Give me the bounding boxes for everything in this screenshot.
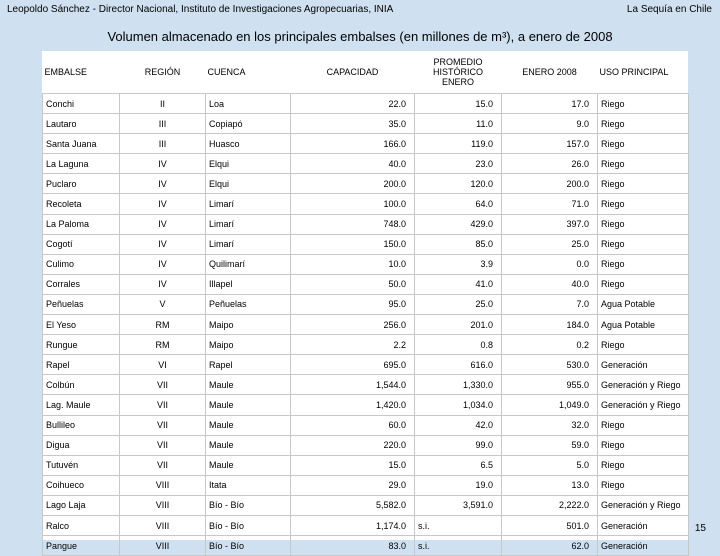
cell-capacidad: 2.2 xyxy=(291,335,415,355)
cell-uso: Riego xyxy=(598,134,689,154)
cell-enero-2008: 0.0 xyxy=(502,254,598,274)
cell-enero-2008: 17.0 xyxy=(502,94,598,114)
cell-embalse: Santa Juana xyxy=(43,134,120,154)
cell-cuenca: Elqui xyxy=(206,154,291,174)
cell-region: VIII xyxy=(120,515,206,535)
table-row xyxy=(43,194,689,214)
cell-promedio: 3,591.0 xyxy=(415,495,502,515)
cell-embalse: Rapel xyxy=(43,355,120,375)
col-header-promedio: PROMEDIO HISTÓRICO ENERO xyxy=(432,57,483,87)
cell-capacidad: 220.0 xyxy=(291,435,415,455)
table-row xyxy=(43,375,689,395)
cell-enero-2008: 62.0 xyxy=(502,536,598,556)
cell-promedio: 120.0 xyxy=(415,174,502,194)
cell-promedio: 1,330.0 xyxy=(415,375,502,395)
cell-embalse: El Yeso xyxy=(43,315,120,335)
cell-promedio: 85.0 xyxy=(415,234,502,254)
cell-capacidad: 100.0 xyxy=(291,194,415,214)
cell-enero-2008: 32.0 xyxy=(502,415,598,435)
cell-region: V xyxy=(120,294,206,314)
cell-embalse: Bullileo xyxy=(43,415,120,435)
table-row xyxy=(43,315,689,335)
cell-uso: Generación y Riego xyxy=(598,395,689,415)
cell-uso: Riego xyxy=(598,335,689,355)
cell-uso: Riego xyxy=(598,415,689,435)
cell-cuenca: Maipo xyxy=(206,335,291,355)
cell-cuenca: Bío - Bío xyxy=(206,495,291,515)
cell-promedio: 23.0 xyxy=(415,154,502,174)
cell-uso: Riego xyxy=(598,234,689,254)
cell-uso: Generación xyxy=(598,355,689,375)
cell-cuenca: Limarí xyxy=(206,194,291,214)
cell-cuenca: Illapel xyxy=(206,274,291,294)
cell-promedio: 3.9 xyxy=(415,254,502,274)
cell-capacidad: 83.0 xyxy=(291,536,415,556)
table-header-row xyxy=(43,51,689,94)
cell-embalse: Cogotí xyxy=(43,234,120,254)
cell-region: III xyxy=(120,114,206,134)
cell-embalse: Conchi xyxy=(43,94,120,114)
cell-cuenca: Bío - Bío xyxy=(206,515,291,535)
table-row xyxy=(43,294,689,314)
cell-promedio: 25.0 xyxy=(415,294,502,314)
cell-region: IV xyxy=(120,234,206,254)
cell-cuenca: Maule xyxy=(206,395,291,415)
cell-uso: Generación y Riego xyxy=(598,495,689,515)
cell-uso: Riego xyxy=(598,274,689,294)
cell-cuenca: Copiapó xyxy=(206,114,291,134)
cell-enero-2008: 530.0 xyxy=(502,355,598,375)
cell-embalse: Coihueco xyxy=(43,475,120,495)
cell-region: VIII xyxy=(120,536,206,556)
cell-capacidad: 150.0 xyxy=(291,234,415,254)
cell-cuenca: Quilimarí xyxy=(206,254,291,274)
cell-promedio: 1,034.0 xyxy=(415,395,502,415)
cell-cuenca: Elqui xyxy=(206,174,291,194)
cell-enero-2008: 7.0 xyxy=(502,294,598,314)
presenter-header: Leopoldo Sánchez - Director Nacional, Instituto de Investigaciones Agropecuarias, INIA xyxy=(7,4,394,15)
cell-capacidad: 50.0 xyxy=(291,274,415,294)
cell-enero-2008: 157.0 xyxy=(502,134,598,154)
cell-enero-2008: 71.0 xyxy=(502,194,598,214)
cell-uso: Riego xyxy=(598,475,689,495)
cell-enero-2008: 0.2 xyxy=(502,335,598,355)
cell-promedio: 64.0 xyxy=(415,194,502,214)
cell-region: IV xyxy=(120,194,206,214)
cell-embalse: La Paloma xyxy=(43,214,120,234)
table-row xyxy=(43,475,689,495)
cell-promedio: 0.8 xyxy=(415,335,502,355)
cell-enero-2008: 397.0 xyxy=(502,214,598,234)
cell-region: II xyxy=(120,94,206,114)
cell-capacidad: 1,174.0 xyxy=(291,515,415,535)
cell-cuenca: Maule xyxy=(206,375,291,395)
cell-capacidad: 95.0 xyxy=(291,294,415,314)
cell-cuenca: Itata xyxy=(206,475,291,495)
cell-embalse: Digua xyxy=(43,435,120,455)
cell-enero-2008: 501.0 xyxy=(502,515,598,535)
table-row xyxy=(43,134,689,154)
col-header-cuenca: CUENCA xyxy=(207,67,246,77)
cell-enero-2008: 25.0 xyxy=(502,234,598,254)
table-body xyxy=(43,94,689,556)
cell-uso: Riego xyxy=(598,154,689,174)
cell-enero-2008: 13.0 xyxy=(502,475,598,495)
cell-promedio: 429.0 xyxy=(415,214,502,234)
cell-uso: Generación xyxy=(598,515,689,535)
cell-enero-2008: 40.0 xyxy=(502,274,598,294)
cell-embalse: Tutuvén xyxy=(43,455,120,475)
col-header-embalse: EMBALSE xyxy=(44,67,88,77)
col-header-uso: USO PRINCIPAL xyxy=(599,67,669,77)
cell-capacidad: 10.0 xyxy=(291,254,415,274)
cell-cuenca: Limarí xyxy=(206,214,291,234)
reservoir-table xyxy=(42,51,689,556)
cell-embalse: Lag. Maule xyxy=(43,395,120,415)
col-header-enero-2008: ENERO 2008 xyxy=(522,67,577,77)
cell-embalse: Rungue xyxy=(43,335,120,355)
cell-region: IV xyxy=(120,214,206,234)
cell-promedio: 41.0 xyxy=(415,274,502,294)
cell-uso: Riego xyxy=(598,435,689,455)
cell-cuenca: Rapel xyxy=(206,355,291,375)
cell-region: III xyxy=(120,134,206,154)
cell-promedio: 99.0 xyxy=(415,435,502,455)
table-row xyxy=(43,495,689,515)
cell-enero-2008: 2,222.0 xyxy=(502,495,598,515)
cell-embalse: Pangue xyxy=(43,536,120,556)
cell-region: VIII xyxy=(120,475,206,495)
cell-promedio: 201.0 xyxy=(415,315,502,335)
cell-embalse: Peñuelas xyxy=(43,294,120,314)
table-row xyxy=(43,154,689,174)
cell-cuenca: Maule xyxy=(206,455,291,475)
cell-promedio: 119.0 xyxy=(415,134,502,154)
cell-capacidad: 1,544.0 xyxy=(291,375,415,395)
cell-region: IV xyxy=(120,154,206,174)
cell-region: VI xyxy=(120,355,206,375)
cell-embalse: Ralco xyxy=(43,515,120,535)
cell-uso: Riego xyxy=(598,114,689,134)
cell-cuenca: Loa xyxy=(206,94,291,114)
cell-capacidad: 35.0 xyxy=(291,114,415,134)
cell-promedio: s.i. xyxy=(415,536,502,556)
table-row xyxy=(43,415,689,435)
cell-cuenca: Bío - Bío xyxy=(206,536,291,556)
cell-uso: Generación y Riego xyxy=(598,375,689,395)
table-row xyxy=(43,114,689,134)
cell-promedio: s.i. xyxy=(415,515,502,535)
cell-cuenca: Maule xyxy=(206,415,291,435)
cell-capacidad: 748.0 xyxy=(291,214,415,234)
col-header-capacidad: CAPACIDAD xyxy=(326,67,379,77)
cell-region: VII xyxy=(120,415,206,435)
cell-promedio: 6.5 xyxy=(415,455,502,475)
table-row xyxy=(43,536,689,556)
cell-capacidad: 5,582.0 xyxy=(291,495,415,515)
cell-region: RM xyxy=(120,335,206,355)
table-row xyxy=(43,234,689,254)
cell-embalse: Corrales xyxy=(43,274,120,294)
table-row xyxy=(43,274,689,294)
cell-region: IV xyxy=(120,254,206,274)
cell-embalse: Lautaro xyxy=(43,114,120,134)
cell-uso: Riego xyxy=(598,194,689,214)
table-row xyxy=(43,335,689,355)
table-row xyxy=(43,395,689,415)
table-row xyxy=(43,94,689,114)
cell-uso: Riego xyxy=(598,94,689,114)
cell-enero-2008: 184.0 xyxy=(502,315,598,335)
cell-embalse: La Laguna xyxy=(43,154,120,174)
cell-promedio: 616.0 xyxy=(415,355,502,375)
cell-region: VII xyxy=(120,375,206,395)
cell-uso: Riego xyxy=(598,254,689,274)
cell-capacidad: 40.0 xyxy=(291,154,415,174)
cell-region: RM xyxy=(120,315,206,335)
cell-promedio: 15.0 xyxy=(415,94,502,114)
cell-uso: Agua Potable xyxy=(598,294,689,314)
cell-enero-2008: 5.0 xyxy=(502,455,598,475)
table-row xyxy=(43,435,689,455)
cell-enero-2008: 59.0 xyxy=(502,435,598,455)
cell-capacidad: 166.0 xyxy=(291,134,415,154)
cell-embalse: Culimo xyxy=(43,254,120,274)
cell-region: VIII xyxy=(120,495,206,515)
cell-promedio: 11.0 xyxy=(415,114,502,134)
cell-promedio: 42.0 xyxy=(415,415,502,435)
cell-embalse: Lago Laja xyxy=(43,495,120,515)
reservoir-table-panel xyxy=(42,51,688,551)
cell-uso: Riego xyxy=(598,174,689,194)
cell-enero-2008: 955.0 xyxy=(502,375,598,395)
table-row xyxy=(43,355,689,375)
cell-embalse: Recoleta xyxy=(43,194,120,214)
page-number: 15 xyxy=(694,523,706,534)
cell-region: VII xyxy=(120,435,206,455)
cell-region: IV xyxy=(120,174,206,194)
cell-embalse: Colbún xyxy=(43,375,120,395)
col-header-region: REGIÓN xyxy=(144,67,181,77)
cell-region: IV xyxy=(120,274,206,294)
cell-cuenca: Maipo xyxy=(206,315,291,335)
cell-uso: Agua Potable xyxy=(598,315,689,335)
cell-uso: Riego xyxy=(598,455,689,475)
cell-enero-2008: 200.0 xyxy=(502,174,598,194)
cell-uso: Riego xyxy=(598,214,689,234)
table-row xyxy=(43,515,689,535)
topic-header: La Sequía en Chile xyxy=(626,4,712,15)
cell-cuenca: Maule xyxy=(206,435,291,455)
table-row xyxy=(43,214,689,234)
table-row xyxy=(43,455,689,475)
cell-capacidad: 29.0 xyxy=(291,475,415,495)
cell-capacidad: 15.0 xyxy=(291,455,415,475)
cell-capacidad: 60.0 xyxy=(291,415,415,435)
cell-cuenca: Peñuelas xyxy=(206,294,291,314)
table-row xyxy=(43,254,689,274)
cell-embalse: Puclaro xyxy=(43,174,120,194)
cell-capacidad: 256.0 xyxy=(291,315,415,335)
cell-region: VII xyxy=(120,395,206,415)
cell-enero-2008: 26.0 xyxy=(502,154,598,174)
cell-capacidad: 695.0 xyxy=(291,355,415,375)
cell-cuenca: Huasco xyxy=(206,134,291,154)
cell-region: VII xyxy=(120,455,206,475)
cell-uso: Generación xyxy=(598,536,689,556)
slide-title: Volumen almacenado en los principales embalses (en millones de m³), a enero de 2008 xyxy=(107,29,613,44)
cell-promedio: 19.0 xyxy=(415,475,502,495)
cell-capacidad: 200.0 xyxy=(291,174,415,194)
cell-capacidad: 1,420.0 xyxy=(291,395,415,415)
cell-capacidad: 22.0 xyxy=(291,94,415,114)
cell-enero-2008: 9.0 xyxy=(502,114,598,134)
cell-enero-2008: 1,049.0 xyxy=(502,395,598,415)
table-row xyxy=(43,174,689,194)
cell-cuenca: Limarí xyxy=(206,234,291,254)
